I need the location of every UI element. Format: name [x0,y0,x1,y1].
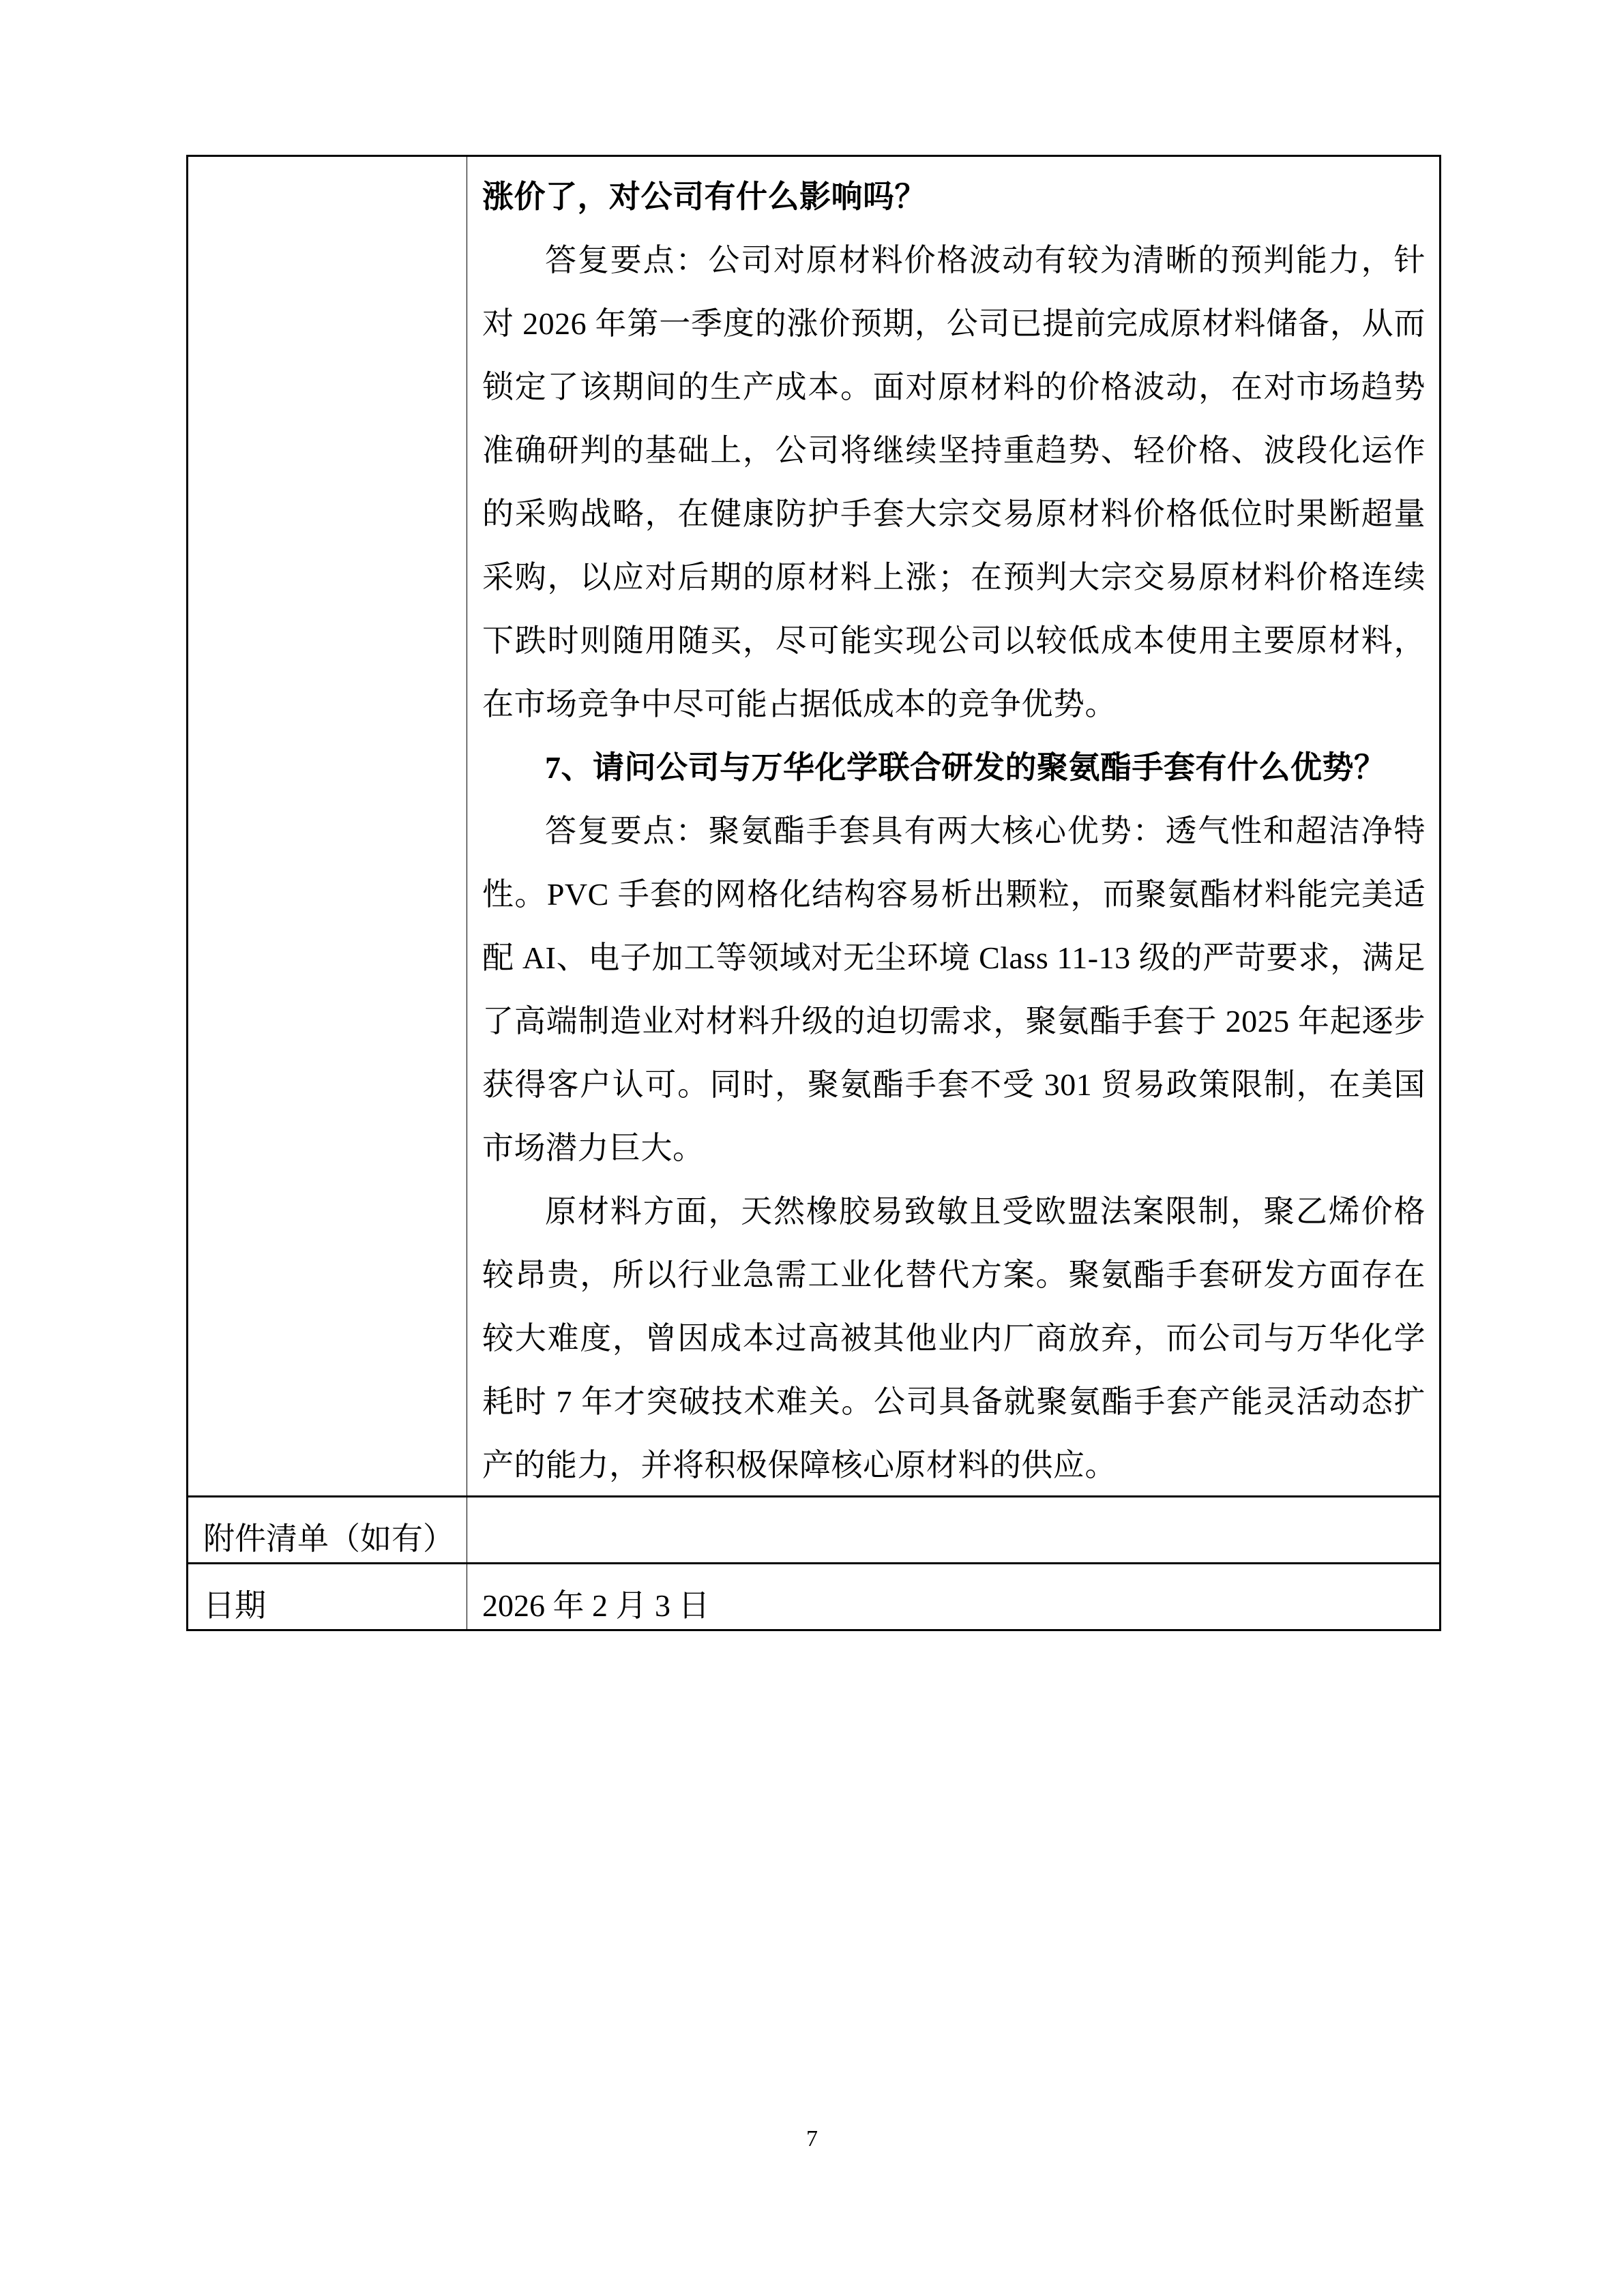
date-row [188,1564,1441,1630]
qa-content-body [467,157,1439,1495]
page-number: 7 [806,2126,818,2151]
qa-label-text [188,157,467,1495]
question-7: 7、请问公司与万华化学联合研发的聚氨酯手套有什么优势？ [545,750,1386,785]
attachment-label-cell [188,1497,467,1564]
date-value-cell [467,1564,1441,1630]
date-value: 2026 年 2 月 3 日 [482,1588,710,1623]
attachment-value [467,1497,1439,1562]
investor-relations-record-table [186,155,1441,1631]
qa-label-cell [188,156,467,1497]
answer-paragraph-raw-material-aspects: 原材料方面，天然橡胶易致敏且受欧盟法案限制，聚乙烯价格较昂贵，所以行业急需工业化替代方案。聚氨酯手套研发方面存在较大难度，曾因成本过高被其他业内厂商放弃，而公司与万华化学耗时 7 年才突破技术难关。公司具备就聚氨酯手套产能灵活动态扩产的能力，并将积极保障核心原材料的供应。 [482,1194,1426,1482]
date-label-cell [188,1564,467,1630]
attachment-value-cell [467,1497,1441,1564]
question-continuation: 涨价了，对公司有什么影响吗？ [482,179,926,214]
qa-content-cell [467,156,1441,1497]
attachment-label: 附件清单（如有） [203,1521,454,1556]
attachment-row [188,1497,1441,1564]
qa-content-row [188,156,1441,1497]
date-label: 日期 [203,1588,266,1623]
answer-paragraph-polyurethane-advantages: 答复要点：聚氨酯手套具有两大核心优势：透气性和超洁净特性。PVC 手套的网格化结构容易析出颗粒，而聚氨酯材料能完美适配 AI、电子加工等领域对无尘环境 Class 11-13 级的严苛要求，满足了高端制造业对材料升级的迫切需求，聚氨酯手套于 2025 年起逐步获得客户认可。同时，聚氨酯手套不受 301 贸易政策限制，在美国市场潜力巨大。 [482,814,1426,1165]
answer-paragraph-raw-material-prices: 答复要点：公司对原材料价格波动有较为清晰的预判能力，针对 2026 年第一季度的涨价预期，公司已提前完成原材料储备，从而锁定了该期间的生产成本。面对原材料的价格波动，在对市场趋势准确研判的基础上，公司将继续坚持重趋势、轻价格、波段化运作的采购战略，在健康防护手套大宗交易原材料价格低位时果断超量采购，以应对后期的原材料上涨；在预判大宗交易原材料价格连续下跌时则随用随买，尽可能实现公司以较低成本使用主要原材料，在市场竞争中尽可能占据低成本的竞争优势。 [482,243,1426,721]
